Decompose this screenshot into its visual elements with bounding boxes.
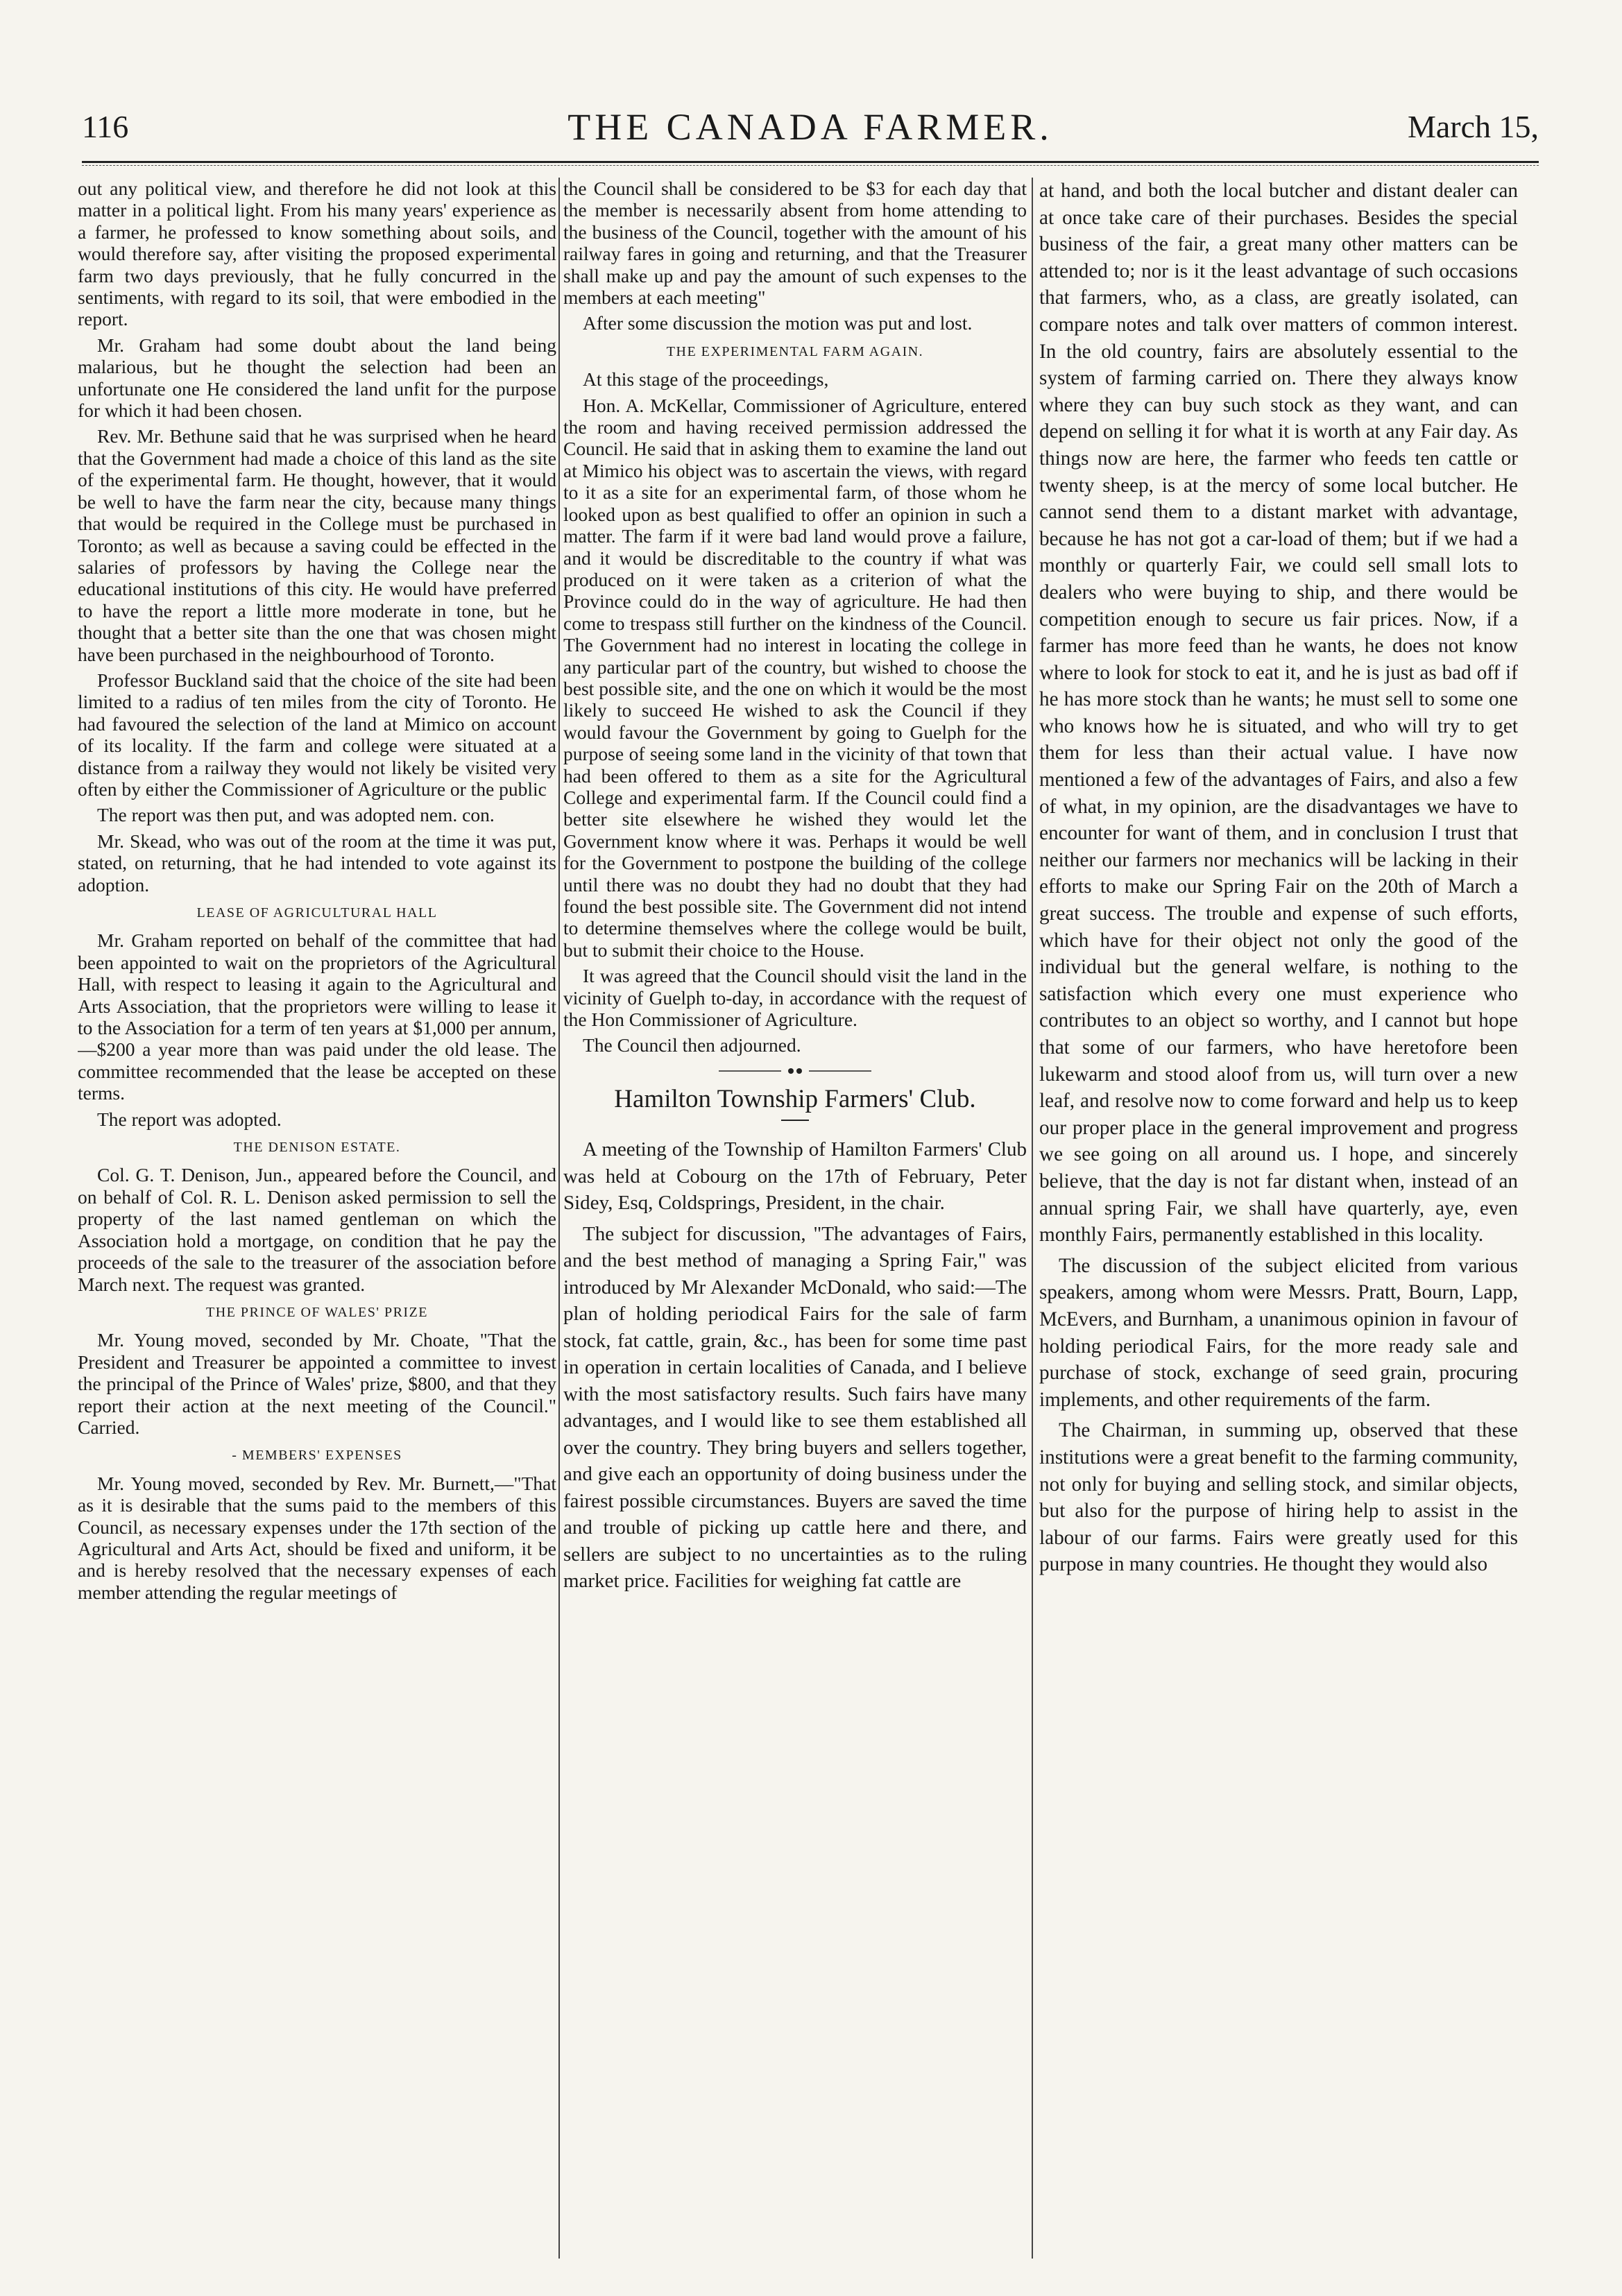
paragraph: Mr. Young moved, seconded by Mr. Choate, "That the President and Treasurer be appointed a committee to invest the principal of the Prince of Wales' prize, $800, and that they report their action at the next meeting of the Council." Carried. bbox=[78, 1329, 556, 1438]
masthead-title: THE CANADA FARMER. bbox=[567, 106, 1053, 148]
paragraph: At this stage of the proceedings, bbox=[583, 368, 829, 391]
paragraph: After some discussion the motion was put and lost. bbox=[583, 312, 973, 334]
paragraph: It was agreed that the Council should visit the land in the vicinity of Guelph to-day, in accordance with the request of the Hon Commissioner of Agriculture. bbox=[563, 965, 1027, 1031]
page-header bbox=[82, 104, 1539, 160]
article-title: Hamilton Township Farmers' Club. bbox=[614, 1084, 976, 1113]
short-rule-icon bbox=[781, 1117, 809, 1124]
paragraph: Mr. Graham had some doubt about the land being malarious, but he thought the selection had been an unfortunate one He considered the land unfit for the purpose for which it had been chosen. bbox=[78, 334, 556, 422]
paragraph: The subject for discussion, "The advantages of Fairs, and the best method of managing a Spring Fair," was introduced by Mr Alexander McDonald, who said:—The plan of holding periodical Fairs for the sale of farm stock, fat cattle, grain, &c., has been for some time past in operation in certain localities of Canada, and I believe with the most satisfactory results. Such fairs have many advantages, and I would like to see them established all over the country. They bring buyers and sellers together, and give each an opportunity of doing business under the fairest possible circumstances. Buyers are saved the time and trouble of picking up cattle here and there, and sellers are subject to no uncertainties as to the ruling market price. Facilities for weighing fat cattle are bbox=[563, 1222, 1027, 1593]
title-dash bbox=[563, 1113, 1027, 1124]
column-divider bbox=[1032, 178, 1033, 2259]
paragraph: The discussion of the subject elicited from various speakers, among whom were Messrs. Pratt, Bourn, Lapp, McEvers, and Burnham, a unanimous opinion in favour of holding periodical Fairs, for the more ready sale and purchase of stock, exchange of seed grain, procuring implements, and other requirements of the farm. bbox=[1039, 1254, 1518, 1411]
ornamental-divider bbox=[563, 1066, 1027, 1077]
paragraph: Mr. Graham reported on behalf of the committee that had been appointed to wait on the proprietors of the Agricultural Hall, with respect to leasing it again to the Agricultural and Arts Association, that the proprietors were willing to lease it to the Association for a term of ten years at $1,000 per annum,—$200 a year more than was paid under the old lease. The committee recommended that the lease be accepted on these terms. bbox=[78, 929, 556, 1104]
paragraph: Hon. A. McKellar, Commissioner of Agriculture, entered the room and having received permission addressed the Council. He said that in asking them to examine the land out at Mimico his object was to ascertain the views, with regard to it as a site for an experimental farm, of those whom he looked upon as best qualified to offer an opinion in such a matter. The farm if it were bad land would prove a failure, and it would be discreditable to the country if what was produced on it were taken as a criterion of what the Province could do in the way of agriculture. He had then come to trespass still further on the kindness of the Council. The Government had no interest in locating the college in any particular part of the country, but wished to choose the best possible site, and the one on which it would be the most likely to succeed He wished to ask the Council if they would favour the Government by going to Guelph for the purpose of seeing some land in the vicinity of that town that had been offered to them as a site for the Agricultural College and experimental farm. If the Council could find a better site elsewhere he wished they would let the Government know where it was. Perhaps it would be well for the Government to postpone the building of the college until there was no doubt they had no doubt that they had found the best possible site. The Government did not intend to determine themselves where the college would be built, but to submit their choice to the House. bbox=[563, 394, 1027, 961]
page-number: 116 bbox=[82, 109, 129, 144]
paragraph: The report was then put, and was adopted nem. con. bbox=[97, 804, 495, 826]
paragraph: Professor Buckland said that the choice of the site had been limited to a radius of ten miles from the city of Toronto. He had favoured the selection of the land at Mimico on account of its locality. If the farm and college were situated at a distance from a railway they would not likely be visited very often by either the Commissioner of Agriculture or the public bbox=[78, 669, 556, 800]
section-heading: THE DENISON ESTATE. bbox=[233, 1140, 401, 1156]
section-heading: THE EXPERIMENTAL FARM AGAIN. bbox=[666, 343, 924, 359]
ornament-rule-icon bbox=[719, 1066, 871, 1076]
column-1 bbox=[78, 178, 556, 2265]
issue-date: March 15, bbox=[1407, 109, 1539, 144]
paragraph: Mr. Skead, who was out of the room at the time it was put, stated, on returning, that he had intended to vote against its adoption. bbox=[78, 830, 556, 896]
paragraph: A meeting of the Township of Hamilton Farmers' Club was held at Cobourg on the 17th of February, Peter Sidey, Esq, Coldsprings, President, in the chair. bbox=[563, 1138, 1027, 1215]
paragraph: Mr. Young moved, seconded by Rev. Mr. Burnett,—"That as it is desirable that the sums paid to the members of this Council, as necessary expenses under the 17th section of the Agricultural and Arts Act, should be fixed and uniform, it be and is hereby resolved that the necessary expenses of each member attending the regular meetings of bbox=[78, 1472, 556, 1603]
paragraph: The Council then adjourned. bbox=[583, 1034, 801, 1056]
column-3 bbox=[1039, 178, 1518, 2265]
section-heading: LEASE OF AGRICULTURAL HALL bbox=[196, 905, 438, 920]
section-heading: - MEMBERS' EXPENSES bbox=[232, 1448, 402, 1464]
column-2 bbox=[563, 178, 1027, 2265]
paragraph: Rev. Mr. Bethune said that he was surprised when he heard that the Government had made a choice of this land as the site of the experimental farm. He thought, however, that it would be well to have the farm near the city, because many things that would be required in the College must be purchased in Toronto; as well as because a saving could be effected in the salaries of professors by having the College near the educational institutions of this city. He would have preferred to have the report a little more moderate in tone, but he thought that a better site than the one that was chosen might have been purchased in the neighbourhood of Toronto. bbox=[78, 425, 556, 665]
paragraph: The Chairman, in summing up, observed that these institutions were a great benefit to the farming community, not only for buying and selling stock, and similar objects, but also for the purpose of hiring help to assist in the labour of our farms. Fairs were greatly used for this purpose in many countries. He thought they would also bbox=[1039, 1419, 1518, 1576]
paragraph: out any political view, and therefore he did not look at this matter in a political light. From his many years' experience as a farmer, he professed to know something about soils, and would therefore say, after visiting the proposed experimental farm two days previously, that he fully concurred in the sentiments, with regard to its soil, that were embodied in the report. bbox=[78, 178, 556, 330]
paragraph: The report was adopted. bbox=[97, 1108, 282, 1130]
paragraph: Col. G. T. Denison, Jun., appeared before the Council, and on behalf of Col. R. L. Denison asked permission to sell the property of the last named gentleman on which the Association hold a mortgage, on condition that he pay the proceeds of the sale to the treasurer of the association before March next. The request was granted. bbox=[78, 1164, 556, 1295]
paragraph: the Council shall be considered to be $3 for each day that the member is necessarily absent from home attending to the business of the Council, together with the amount of his railway fares in going and returning, and that the Treasurer shall make up and pay the amount of such expenses to the members at each meeting" bbox=[563, 178, 1027, 309]
paragraph: at hand, and both the local butcher and distant dealer can at once take care of their purchases. Besides the special business of the fair, a great many other matters can be attended to; nor is it the least advantage of such occasions that farmers, who, as a class, are greatly isolated, can compare notes and talk over matters of common interest. In the old country, fairs are absolutely essential to the system of farming carried on. There they always know where they can buy such stock as they want, and can depend on selling it for what it is worth at any Fair day. As things now are here, the farmer who feeds ten cattle or twenty sheep, is at the mercy of some local butcher. He cannot send them to a distant market with advantage, because he has not got a car-load of them; but if we had a monthly or quarterly Fair, we could sell small lots to dealers who were buying to ship, and there would be competition enough to secure us fair prices. Now, if a farmer has more feed than he wants, he does not know where to look for stock to eat it, and he is just as bad off if he has more stock than he wants; he must sell to some one who knows how he is situated, and who will try to get them for less than their actual value. I have now mentioned a few of the advantages of Fairs, and also a few of what, in my opinion, are the disadvantages we have to encounter for want of them, and in conclusion I trust that neither our farmers nor mechanics will be lacking in their efforts to make our Spring Fair on the 20th of March a great success. The trouble and expense of such efforts, which have for their object not only the good of the individual but the general welfare, is nothing to the satisfaction which every one must experience who contributes to an object so worthy, and I cannot but hope that some of our farmers, who have heretofore been lukewarm and stood aloof from us, will turn over a new leaf, and resolve now to come forward and help us to keep our proper place in the general improvement and progress we see going on all around us. I hope, and sincerely believe, that the day is not far distant when, instead of an annual spring Fair, we shall have quarterly, aye, even monthly Fairs, permanently established in this locality. bbox=[1039, 180, 1518, 1246]
header-rule bbox=[82, 161, 1539, 166]
column-divider bbox=[558, 178, 560, 2259]
section-heading: THE PRINCE OF WALES' PRIZE bbox=[205, 1304, 429, 1320]
